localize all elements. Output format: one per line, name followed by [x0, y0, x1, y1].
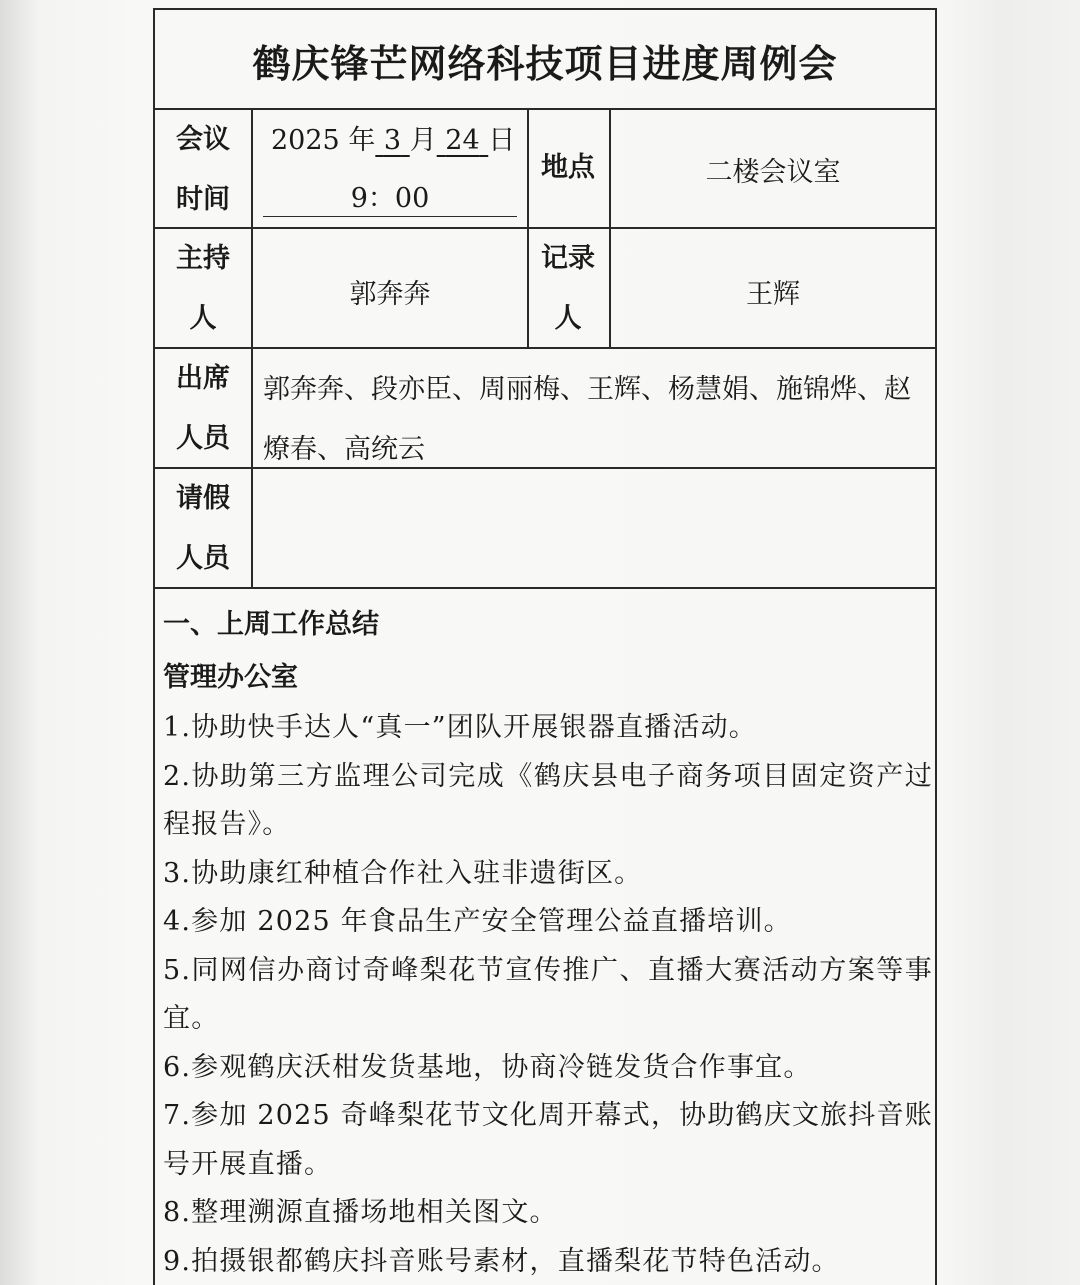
summary-item: 2.协助第三方监理公司完成《鹤庆县电子商务项目固定资产过程报告》。 — [163, 760, 933, 840]
leave-label-line1: 请假 — [176, 483, 230, 514]
recorder-label-line2: 人 — [554, 303, 582, 334]
column-divider — [251, 108, 253, 587]
host-label-line1: 主持 — [176, 243, 230, 274]
meeting-time-label-line2: 时间 — [176, 184, 230, 215]
meeting-minutes-form — [153, 8, 937, 1285]
row-divider — [155, 108, 935, 110]
column-divider — [609, 108, 611, 347]
host-value: 郭奔奔 — [349, 279, 431, 310]
meeting-day-underlined — [437, 125, 489, 156]
attendees-label-line1: 出席 — [176, 363, 230, 394]
meeting-month-underlined — [375, 125, 409, 156]
attendees-value: 郭奔奔、段亦臣、周丽梅、王辉、杨慧娟、施锦烨、赵燎春、高统云 — [263, 374, 911, 465]
meeting-date — [271, 118, 515, 157]
host-label — [155, 229, 251, 349]
meeting-time-label — [155, 110, 251, 230]
attendees-label — [155, 349, 251, 469]
meeting-day: 24 — [445, 125, 480, 156]
meeting-time-label-line1: 会议 — [176, 124, 230, 155]
month-suffix: 月 — [409, 125, 437, 156]
meeting-year: 2025 — [271, 125, 340, 156]
summary-item: 7.参加 2025 奇峰梨花节文化周开幕式，协助鹤庆文旅抖音账号开展直播。 — [163, 1100, 933, 1180]
recorder-label — [527, 229, 609, 349]
host-label-line2: 人 — [189, 303, 217, 334]
leave-label-line2: 人员 — [176, 543, 230, 574]
location-label: 地点 — [541, 152, 595, 183]
summary-item: 5.同网信办商讨奇峰梨花节宣传推广、直播大赛活动方案等事宜。 — [163, 954, 933, 1034]
recorder-value: 王辉 — [746, 279, 800, 310]
summary-item: 6.参观鹤庆沃柑发货基地，协商冷链发货合作事宜。 — [163, 1051, 812, 1083]
summary-item: 8.整理溯源直播场地相关图文。 — [163, 1197, 558, 1228]
attendees-label-line2: 人员 — [176, 423, 230, 454]
leave-label — [155, 469, 251, 589]
row-divider — [155, 587, 935, 589]
summary-item: 9.拍摄银都鹤庆抖音账号素材，直播梨花节特色活动。 — [163, 1245, 840, 1277]
summary-item: 3.协助康红种植合作社入驻非遗街区。 — [163, 857, 643, 889]
day-suffix: 日 — [488, 125, 516, 156]
summary-item: 4.参加 2025 年食品生产安全管理公益直播培训。 — [163, 906, 792, 937]
recorder-label-line1: 记录 — [541, 243, 595, 274]
summary-item: 1.协助快手达人“真一”团队开展银器直播活动。 — [163, 712, 757, 743]
document-title: 鹤庆锋芒网络科技项目进度周例会 — [252, 40, 838, 86]
year-suffix: 年 — [348, 125, 376, 156]
meeting-clock-time: 9：00 — [263, 182, 517, 217]
department-heading: 管理办公室 — [163, 662, 298, 693]
weekly-summary — [163, 598, 933, 1285]
location-value: 二楼会议室 — [705, 157, 841, 188]
summary-section-title: 一、上周工作总结 — [163, 609, 379, 640]
meeting-month: 3 — [383, 125, 402, 156]
